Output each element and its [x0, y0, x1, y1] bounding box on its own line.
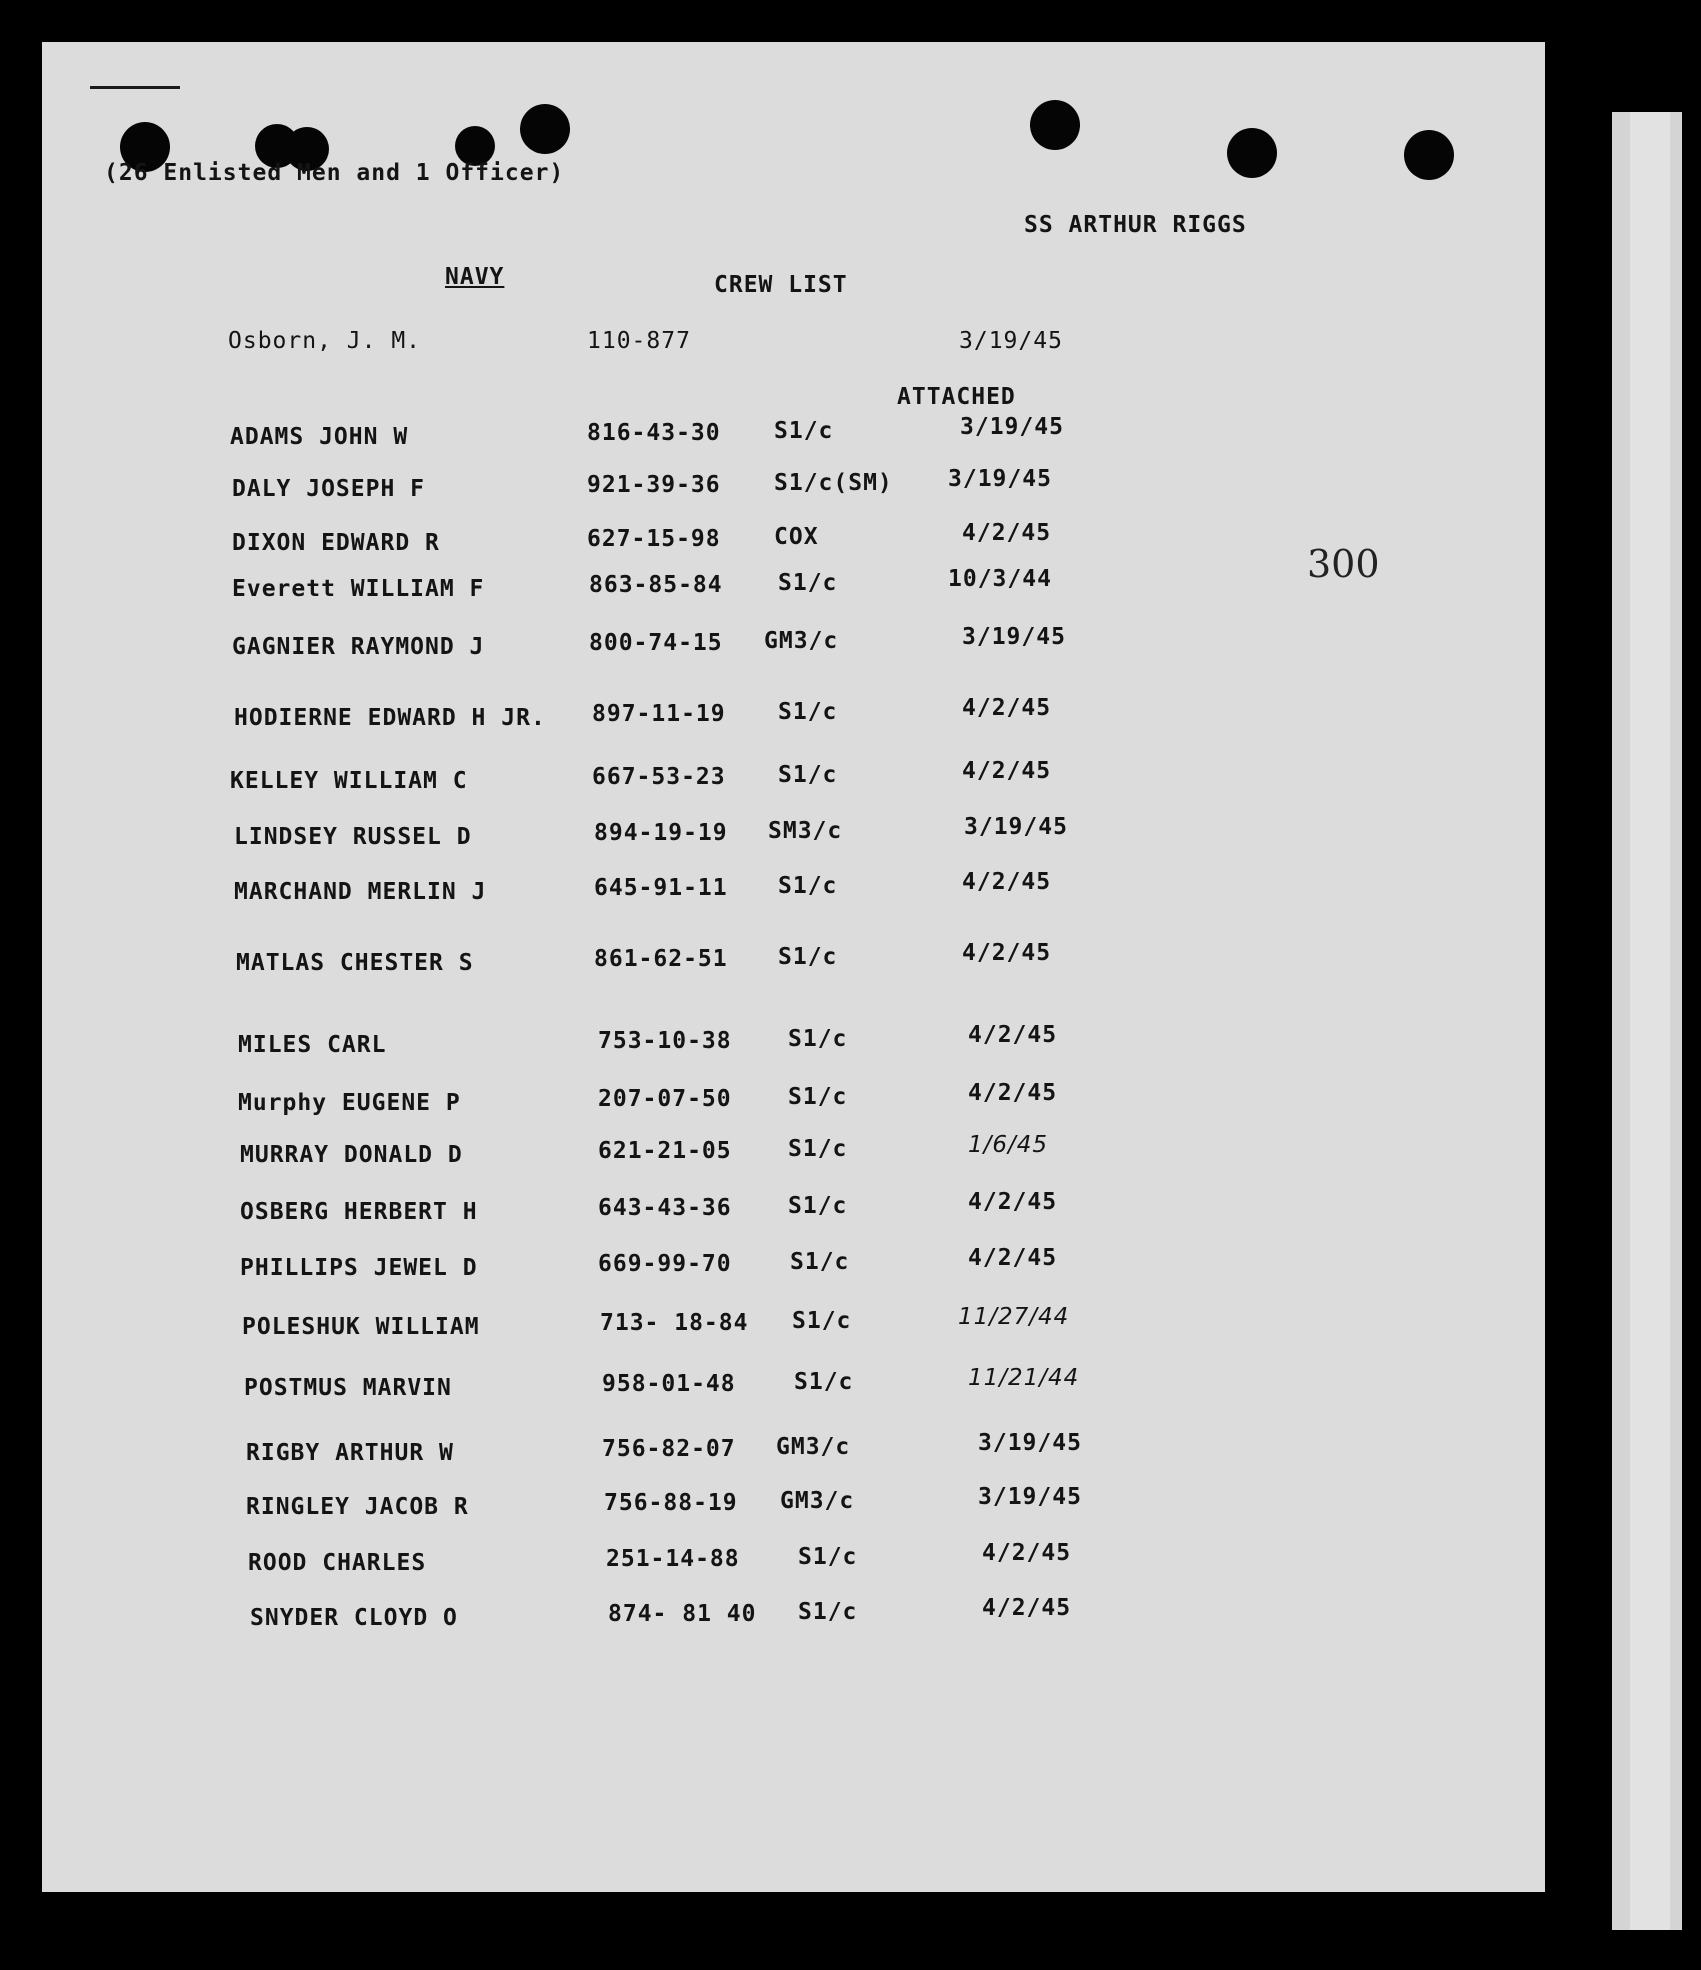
crew-rate: S1/c [792, 1308, 852, 1334]
crew-name: KELLEY WILLIAM C [230, 768, 468, 794]
crew-name: POLESHUK WILLIAM [242, 1314, 480, 1340]
crew-name: RINGLEY JACOB R [246, 1494, 469, 1520]
crew-attached-date: 3/19/45 [964, 814, 1068, 840]
punch-hole [520, 104, 570, 154]
crew-attached-date: 4/2/45 [968, 1022, 1058, 1048]
crew-service-number: 756-88-19 [604, 1490, 738, 1516]
crew-rate: S1/c [778, 699, 838, 725]
crew-name: DALY JOSEPH F [232, 476, 426, 502]
crew-name: LINDSEY RUSSEL D [234, 824, 472, 850]
crew-service-number: 958-01-48 [602, 1371, 736, 1397]
crew-attached-date: 4/2/45 [982, 1595, 1072, 1621]
crew-name: GAGNIER RAYMOND J [232, 634, 485, 660]
crew-rate: S1/c [774, 418, 834, 444]
officer-number: 110-877 [587, 328, 691, 354]
crew-name: MURRAY DONALD D [240, 1142, 463, 1168]
crew-service-number: 627-15-98 [587, 526, 721, 552]
crew-attached-date: 1/6/45 [968, 1132, 1049, 1158]
crew-attached-date: 4/2/45 [962, 520, 1052, 546]
crew-service-number: 667-53-23 [592, 764, 726, 790]
crew-service-number: 921-39-36 [587, 472, 721, 498]
crew-service-number: 621-21-05 [598, 1138, 732, 1164]
crew-name: Murphy EUGENE P [238, 1090, 461, 1116]
crew-rate: S1/c(SM) [774, 470, 893, 496]
crew-name: POSTMUS MARVIN [244, 1375, 452, 1401]
crew-attached-date: 4/2/45 [982, 1540, 1072, 1566]
crew-service-number: 643-43-36 [598, 1195, 732, 1221]
crew-rate: S1/c [788, 1026, 848, 1052]
adjacent-page-edge [1630, 112, 1670, 1930]
crew-rate: S1/c [798, 1544, 858, 1570]
stamp-number: 300 [1307, 542, 1380, 586]
crew-name: MILES CARL [238, 1032, 387, 1058]
crew-name: MARCHAND MERLIN J [234, 879, 487, 905]
crew-service-number: 816-43-30 [587, 420, 721, 446]
header-note: (26 Enlisted Men and 1 Officer) [104, 160, 565, 186]
crew-rate: S1/c [790, 1249, 850, 1275]
crew-attached-date: 4/2/45 [962, 869, 1052, 895]
ship-name: SS ARTHUR RIGGS [1024, 212, 1247, 238]
crew-rate: COX [774, 524, 819, 550]
document-title: CREW LIST [714, 272, 848, 298]
crew-attached-date: 11/21/44 [968, 1365, 1080, 1391]
crew-name: Everett WILLIAM F [232, 576, 485, 602]
crew-rate: S1/c [788, 1084, 848, 1110]
crew-service-number: 863-85-84 [589, 572, 723, 598]
crew-rate: GM3/c [764, 628, 839, 654]
crew-rate: S1/c [778, 762, 838, 788]
crew-attached-date: 4/2/45 [962, 695, 1052, 721]
crew-name: MATLAS CHESTER S [236, 950, 474, 976]
crew-attached-date: 4/2/45 [962, 758, 1052, 784]
crew-rate: GM3/c [780, 1488, 855, 1514]
crew-attached-date: 10/3/44 [948, 566, 1052, 592]
crew-attached-date: 3/19/45 [960, 414, 1064, 440]
pen-mark [90, 86, 180, 89]
crew-service-number: 861-62-51 [594, 946, 728, 972]
crew-attached-date: 3/19/45 [978, 1430, 1082, 1456]
attached-column-header: ATTACHED [897, 384, 1016, 410]
officer-date: 3/19/45 [959, 328, 1063, 354]
crew-name: DIXON EDWARD R [232, 530, 440, 556]
crew-rate: S1/c [778, 570, 838, 596]
crew-service-number: 897-11-19 [592, 701, 726, 727]
crew-service-number: 251-14-88 [606, 1546, 740, 1572]
crew-rate: SM3/c [768, 818, 843, 844]
crew-rate: S1/c [778, 944, 838, 970]
crew-attached-date: 4/2/45 [968, 1245, 1058, 1271]
crew-rate: S1/c [794, 1369, 854, 1395]
crew-attached-date: 4/2/45 [968, 1189, 1058, 1215]
document-page [42, 42, 1545, 1892]
crew-attached-date: 4/2/45 [962, 940, 1052, 966]
crew-attached-date: 11/27/44 [958, 1304, 1070, 1330]
crew-service-number: 800-74-15 [589, 630, 723, 656]
crew-service-number: 645-91-11 [594, 875, 728, 901]
punch-hole [1227, 128, 1277, 178]
crew-name: ROOD CHARLES [248, 1550, 427, 1576]
crew-service-number: 753-10-38 [598, 1028, 732, 1054]
crew-service-number: 874- 81 40 [608, 1601, 757, 1627]
crew-name: SNYDER CLOYD O [250, 1605, 458, 1631]
crew-attached-date: 3/19/45 [948, 466, 1052, 492]
crew-attached-date: 4/2/45 [968, 1080, 1058, 1106]
crew-service-number: 756-82-07 [602, 1436, 736, 1462]
punch-hole [1030, 100, 1080, 150]
crew-rate: S1/c [778, 873, 838, 899]
section-title: NAVY [445, 264, 505, 290]
crew-name: ADAMS JOHN W [230, 424, 409, 450]
crew-service-number: 669-99-70 [598, 1251, 732, 1277]
crew-name: HODIERNE EDWARD H JR. [234, 705, 546, 731]
crew-rate: S1/c [788, 1136, 848, 1162]
officer-name: Osborn, J. M. [228, 328, 422, 354]
crew-attached-date: 3/19/45 [978, 1484, 1082, 1510]
crew-name: PHILLIPS JEWEL D [240, 1255, 478, 1281]
crew-rate: S1/c [798, 1599, 858, 1625]
crew-service-number: 713- 18-84 [600, 1310, 749, 1336]
crew-name: RIGBY ARTHUR W [246, 1440, 454, 1466]
crew-service-number: 894-19-19 [594, 820, 728, 846]
crew-attached-date: 3/19/45 [962, 624, 1066, 650]
punch-hole [1404, 130, 1454, 180]
crew-service-number: 207-07-50 [598, 1086, 732, 1112]
crew-name: OSBERG HERBERT H [240, 1199, 478, 1225]
crew-rate: GM3/c [776, 1434, 851, 1460]
crew-rate: S1/c [788, 1193, 848, 1219]
